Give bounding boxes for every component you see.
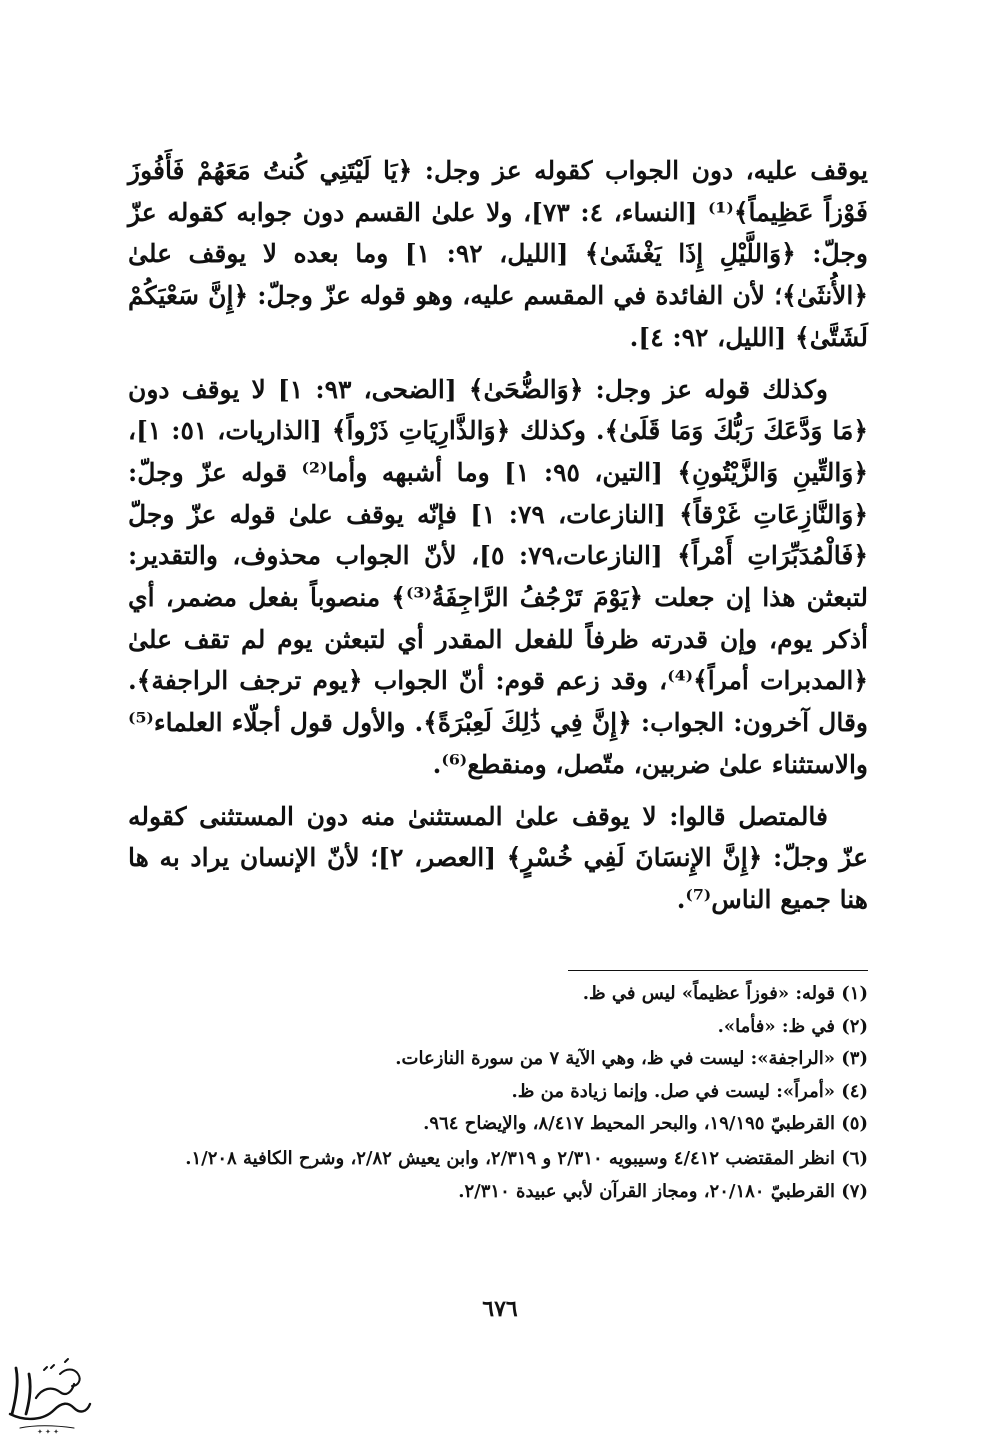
footnote-7: (٧) القرطبيّ ٢٠/١٨٠، ومجاز القرآن لأبي عبيدة ٢/٣١٠. <box>458 1180 868 1202</box>
svg-text:✦ ✦ ✦: ✦ ✦ ✦ <box>36 1428 60 1436</box>
footnote-4: (٤) «أمراً»: ليست في صل. وإنما زيادة من ظ. <box>511 1080 868 1102</box>
footnotes-list <box>128 978 868 1208</box>
paragraph-1: يوقف عليه، دون الجواب كقوله عز وجل: ﴿يَا لَيْتَنِي كُنتُ مَعَهُمْ فَأَفُوزَ فَوْزاً عَظِيماً﴾⁽¹⁾ [النساء، ٤: ٧٣]، ولا علىٰ القسم دون جوابه كقوله عزّ وجلّ: ﴿وَاللَّيْلِ إِذَا يَغْشَىٰ﴾ [الليل، ٩٢: ١] وما بعده لا يوقف علىٰ ﴿الأُنثَىٰ﴾؛ لأن الفائدة في المقسم عليه، وهو قوله عزّ وجلّ: ﴿إِنَّ سَعْيَكُمْ لَشَتَّىٰ﴾ [الليل، ٩٢: ٤]. <box>128 156 868 352</box>
footnote-divider <box>568 970 868 971</box>
footnote-2: (٢) في ظ: «فأما». <box>717 1015 868 1037</box>
paragraph-2: وكذلك قوله عز وجل: ﴿وَالضُّحَىٰ﴾ [الضحى، ٩٣: ١] لا يوقف دون ﴿مَا وَدَّعَكَ رَبُّكَ وَمَا قَلَىٰ﴾. وكذلك ﴿وَالذَّارِيَاتِ ذَرْواً﴾ [الذاريات، ٥١: ١]، ﴿وَالتِّينِ وَالزَّيْتُونِ﴾ [التين، ٩٥: ١] وما أشبهه وأما⁽²⁾ قوله عزّ وجلّ: ﴿وَالنَّازِعَاتِ غَرْقاً﴾ [النازعات، ٧٩: ١] فإنّه يوقف علىٰ قوله عزّ وجلّ ﴿فَالْمُدَبِّرَاتِ أَمْراً﴾ [النازعات،٧٩: ٥]، لأنّ الجواب محذوف، والتقدير: لتبعثن هذا إن جعلت ﴿يَوْمَ تَرْجُفُ الرَّاجِفَةُ⁽³⁾﴾ منصوباً بفعل مضمر، أي أذكر يوم، وإن قدرته ظرفاً للفعل المقدر أي لتبعثن يوم لم تقف علىٰ ﴿المدبرات أمراً﴾⁽⁴⁾، وقد زعم قوم: أنّ الجواب ﴿يوم ترجف الراجفة﴾. وقال آخرون: الجواب: ﴿إِنَّ فِي ذَٰلِكَ لَعِبْرَةً﴾. والأول قول أجلّاء العلماء⁽⁵⁾ والاستثناء علىٰ ضربين، متّصل، ومنقطع⁽⁶⁾. <box>128 374 869 779</box>
paragraph-3: فالمتصل قالوا: لا يوقف علىٰ المستثنىٰ منه دون المستثنى كقوله عزّ وجلّ: ﴿إِنَّ الإِنسَانَ لَفِي خُسْرٍ﴾ [العصر، ٢]؛ لأنّ الإنسان يراد به ها هنا جميع الناس⁽⁷⁾. <box>128 801 869 914</box>
footnote-6: (٦) انظر المقتضب ٤/٤١٢ وسيبويه ٢/٣١٠ و ٢/٣١٩، وابن يعيش ٢/٨٢، وشرح الكافية ١/٢٠٨. <box>185 1147 868 1169</box>
main-text-block <box>128 150 868 921</box>
page-number: ٦٧٦ <box>482 1296 518 1322</box>
footnote-3: (٣) «الراجفة»: ليست في ظ، وهي الآية ٧ من سورة النازعات. <box>395 1048 868 1069</box>
calligraphy-logo-icon <box>2 1352 94 1436</box>
footnote-1: (١) قوله: «فوزاً عظيماً» ليس في ظ. <box>582 983 868 1004</box>
footnote-5: (٥) القرطبيّ ١٩/١٩٥، والبحر المحيط ٨/٤١٧، والإيضاح ٩٦٤. <box>423 1113 868 1134</box>
